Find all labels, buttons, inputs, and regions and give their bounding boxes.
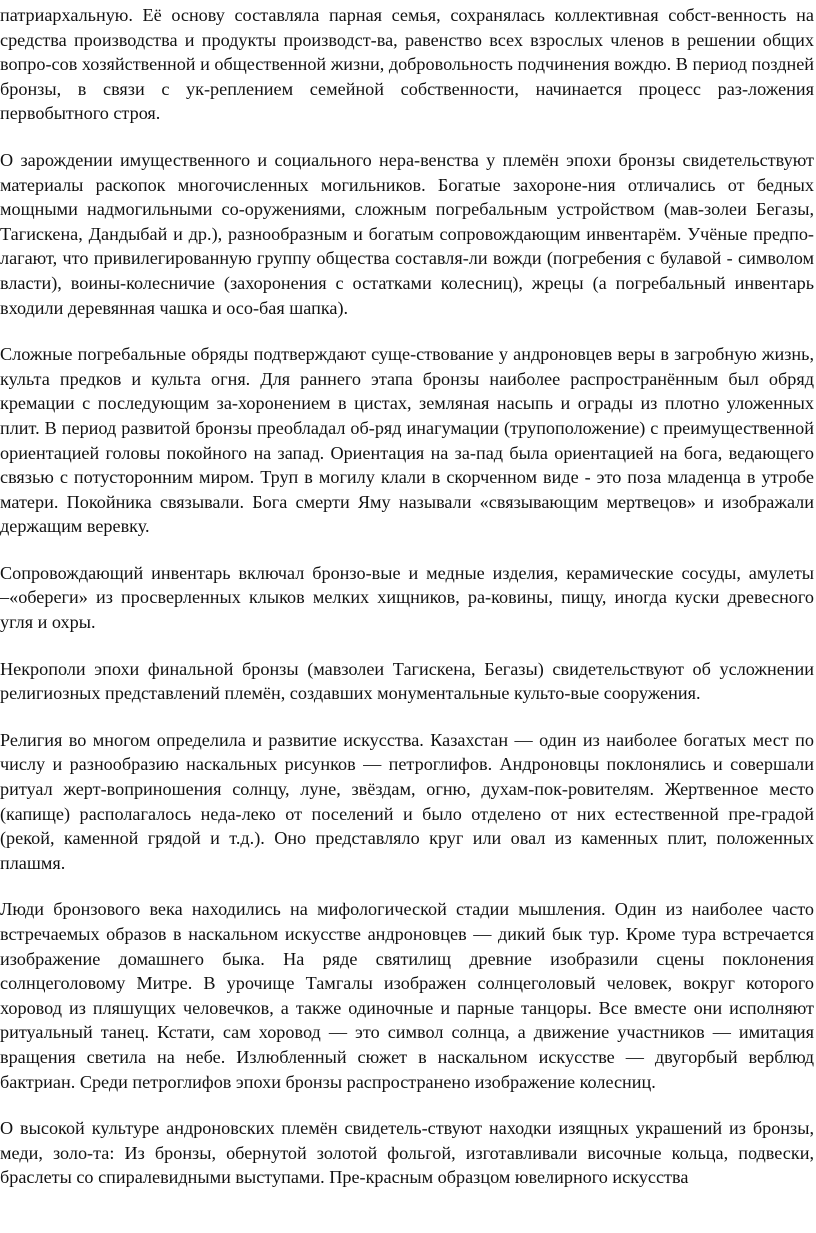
paragraph-inequality: О зарождении имущественного и социального нера-венства у племён эпохи бронзы свидетельствуют материалы раскопок многочисленных могильников. Богатые захороне-ния отличались от бедных мощными надмогильными со-оружениями, сложным погребальным устройством (мав-золеи Бегазы, Тагискена, Дандыбай и др.), разнообразным и богатым сопровождающим инвентарём. Учёные предпо-лагают, что привилегированную группу общества составля-ли вожди (погребения с булавой - символом власти), воины-колесничие (захоронения с остатками колесниц), жрецы (а погребальный инвентарь входили деревянная чашка и осо-бая шапка).: [0, 149, 814, 318]
paragraph-religion-art: Религия во многом определила и развитие искусства. Казахстан — один из наиболее богатых мест по числу и разнообразию наскальных рисунков — петроглифов. Андроновцы поклонялись и совершали ритуал жерт-воприношения солнцу, луне, звёздам, огню, духам-пок-ровителям. Жертвенное место (капище) располагалось неда-леко от поселений и было отделено от них естественной пре-градой (рекой, каменной грядой и т.д.). Оно представляло круг или овал из каменных плит, положенных плашмя.: [0, 729, 814, 873]
paragraph-jewelry: О высокой культуре андроновских племён свидетель-ствуют находки изящных украшений из бронзы, меди, золо-та: Из бронзы, обернутой золотой фольгой, изготавливали височные кольца, подвески, браслеты со спиралевидными выступами. Пре-красным образцом ювелирного искусства: [0, 1118, 814, 1188]
paragraph-mythology-petroglyphs: Люди бронзового века находились на мифологической стадии мышления. Один из наиболее часто встречаемых образов в наскальном искусстве андроновцев — дикий бык тур. Кроме тура встречается изображение домашнего быка. На ряде святилищ древние изобразили сцены поклонения солнцеголовому Митре. В урочище Тамгалы изображен солнцеголовый человек, вокруг которого хоровод из пляшущих человечков, а также одиночные и парные танцоры. Все вместе они исполняют ритуальный танец. Кстати, сам хоровод — это символ солнца, а движение участников — имитация вращения светила на небе. Излюбленный сюжет в наскальном искусстве — двугорбый верблюд бактриан. Среди петроглифов эпохи бронзы распространено изображение колесниц.: [0, 899, 814, 1092]
paragraph-necropolises: Некрополи эпохи финальной бронзы (мавзолеи Тагискена, Бегазы) свидетельствуют об усложнении религиозных представлений племён, создавших монументальные культо-вые сооружения.: [0, 658, 814, 704]
paragraph-social-structure: патриархальную. Её основу составляла парная семья, сохранялась коллективная собст-венность на средства производства и продукты производст-ва, равенство всех взрослых членов в решении общих вопро-сов хозяйственной и общественной жизни, добровольность подчинения вождю. В период поздней бронзы, в связи с ук-реплением семейной собственности, начинается процесс раз-ложения первобытного строя.: [0, 5, 814, 124]
paragraph-grave-goods: Сопровождающий инвентарь включал бронзо-вые и медные изделия, керамические сосуды, амулеты –«обереги» из просверленных клыков мелких хищников, ра-ковины, пищу, иногда куски древесного угля и охры.: [0, 562, 814, 633]
paragraph-burial-rites: Сложные погребальные обряды подтверждают суще-ствование у андроновцев веры в загробную жизнь, культа предков и культа огня. Для раннего этапа бронзы наиболее распространённым был обряд кремации с последующим за-хоронением в цистах, земляная насыпь и ограды из плотно уложенных плит. В период развитой бронзы преобладал об-ряд инагумации (трупоположение) с преимущественной ориентацией головы покойного на запад. Ориентация на за-пад была ориентацией на бога, ведающего связью с потусторонним миром. Труп в могилу клали в скорченном виде - это поза младенца в утробе матери. Покойника связывали. Бога смерти Яму называли «связывающим мертвецов» и изображали держащим веревку.: [0, 344, 814, 537]
